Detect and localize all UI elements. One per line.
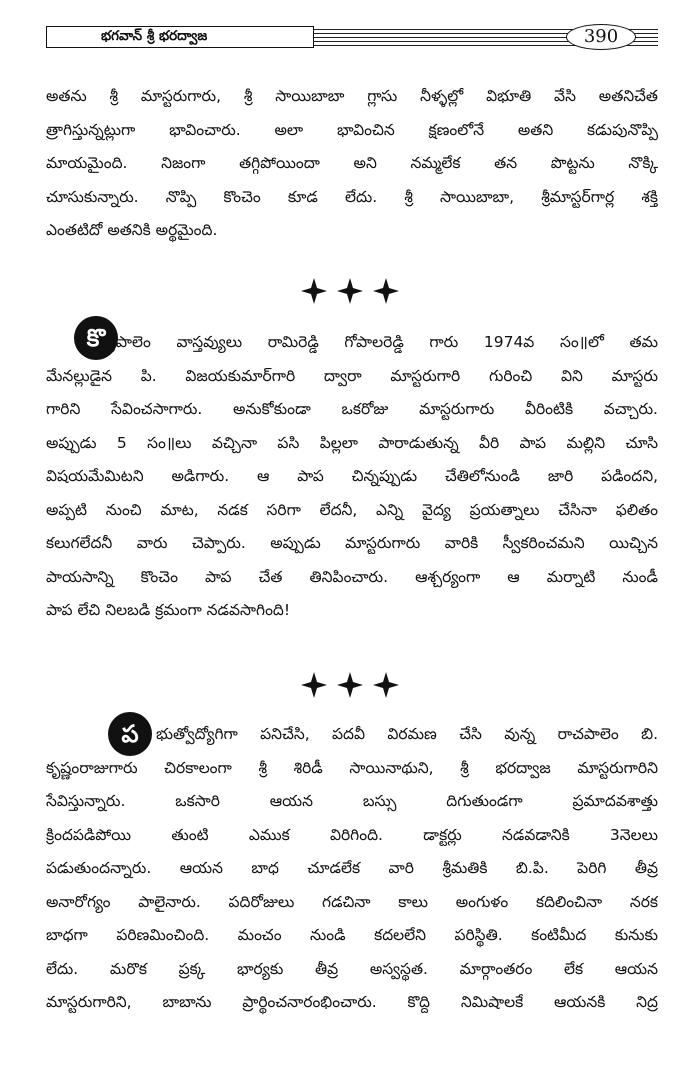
paragraph-1 (46, 80, 658, 248)
paragraph-2 (46, 326, 658, 628)
text-line: మాస్టరుగారిని, బాబాను ప్రార్థించనారంభించారు. కొద్ది నిమిషాలకే ఆయనకి నిద్ర (46, 993, 658, 1011)
text-line: లేదు. మరొక ప్రక్క భార్యకు తీవ్ర అస్వస్థత. మార్గాంతరం లేక ఆయన (46, 959, 658, 978)
running-header (46, 24, 658, 54)
dropcap-ko: కొ (74, 316, 118, 360)
text-line: పాప లేచి నిలబడి క్రమంగా నడవసాగింది! (46, 601, 291, 619)
text-line: విషయమేమిటని అడిగారు. ఆ పాప చిన్నప్పుడు చేతిలోనుండి జారి పడిందని, (46, 467, 658, 485)
page-number: 390 (566, 24, 636, 50)
paragraph-3 (46, 718, 658, 1020)
text-line: త్తపాలెం వాస్తవ్యులు రామిరెడ్డి గోపాలరెడ్డి గారు 1974వ సం॥లో తమ (104, 333, 658, 351)
text-line: అతను శ్రీ మాస్టరుగారు, శ్రీ సాయిబాబా గ్లాసు నీళ్ళల్లో విభూతి వేసి అతనిచేత (46, 87, 658, 105)
text-line: భుత్వోద్యోగిగా పనిచేసి, పదవీ విరమణ చేసి వున్న రాచపాలెం బి. (156, 725, 658, 743)
text-line: పడుతుందన్నారు. ఆయన బాధ చూడలేక వారి శ్రీమతికి బి.పి. పెరిగి తీవ్ర (46, 859, 658, 877)
ornament-divider-icon (296, 670, 404, 700)
text-line: చూసుకున్నారు. నొప్పి కొంచెం కూడ లేదు. శ్రీ సాయిబాబా, శ్రీమాస్టర్‌గార్ల శక్తి (46, 187, 658, 206)
text-line: అనారోగ్యం పాలైనారు. పదిరోజులు గడచినా కాలు అంగుళం కదిలించినా నరక (46, 892, 658, 911)
text-line: పాయసాన్ని కొంచెం పాప చేత తినిపించారు. ఆశ్చర్యంగా ఆ మర్నాటి నుండీ (46, 567, 658, 586)
text-line: అప్పటి నుంచి మాట, నడక సరిగా లేదనీ, ఎన్ని వైద్య ప్రయత్నాలు చేసినా ఫలితం (46, 500, 658, 519)
text-line: గారిని సేవించసాగారు. అనుకోకుండా ఒకరోజు మాస్టరుగారు వీరింటికి వచ్చారు. (46, 400, 658, 418)
text-line: కలుగలేదనీ వారు చెప్పారు. అప్పుడు మాస్టరుగారు వారికి స్వీకరించమని యిచ్చిన (46, 534, 658, 552)
text-line: కృష్ణంరాజుగారు చిరకాలంగా శ్రీ శిరిడీ సాయినాథుని, శ్రీ భరద్వాజ మాస్టరుగారిని (46, 758, 658, 777)
text-line: బాధగా పరిణమించింది. మంచం నుండి కదలలేని పరిస్థితి. కంటిమీద కునుకు (46, 926, 658, 944)
text-line: క్రిందపడిపోయి తుంటి ఎముక విరిగింది. డాక్టర్లు నడవడానికి 3నెలలు (46, 825, 658, 844)
text-line: అప్పుడు 5 సం॥లు వచ్చినా పసి పిల్లలా పారాడుతున్న వీరి పాప మల్లిని చూసి (46, 433, 658, 452)
book-title: భగవాన్ శ్రీ భరద్వాజ (46, 26, 314, 48)
ornament-divider-icon (296, 276, 404, 306)
text-line: మాయమైంది. నిజంగా తగ్గిపోయిందా అని నమ్మలేక తన పొట్టను నొక్కి (46, 154, 658, 172)
text-line: త్రాగిస్తున్నట్లుగా భావించారు. అలా భావించిన క్షణంలోనే అతని కడుపునొప్పి (46, 120, 658, 139)
text-line: ఎంతటిదో అతనికి అర్థమైంది. (46, 221, 218, 239)
text-line: మేనల్లుడైన పి. విజయకుమార్‌గారి ద్వారా మాస్టరుగారి గురించి విని మాస్టరు (46, 366, 658, 385)
text-line: సేవిస్తున్నారు. ఒకసారి ఆయన బస్సు దిగుతుండగా ప్రమాదవశాత్తు (46, 792, 658, 810)
dropcap-pa: ప (108, 712, 152, 756)
